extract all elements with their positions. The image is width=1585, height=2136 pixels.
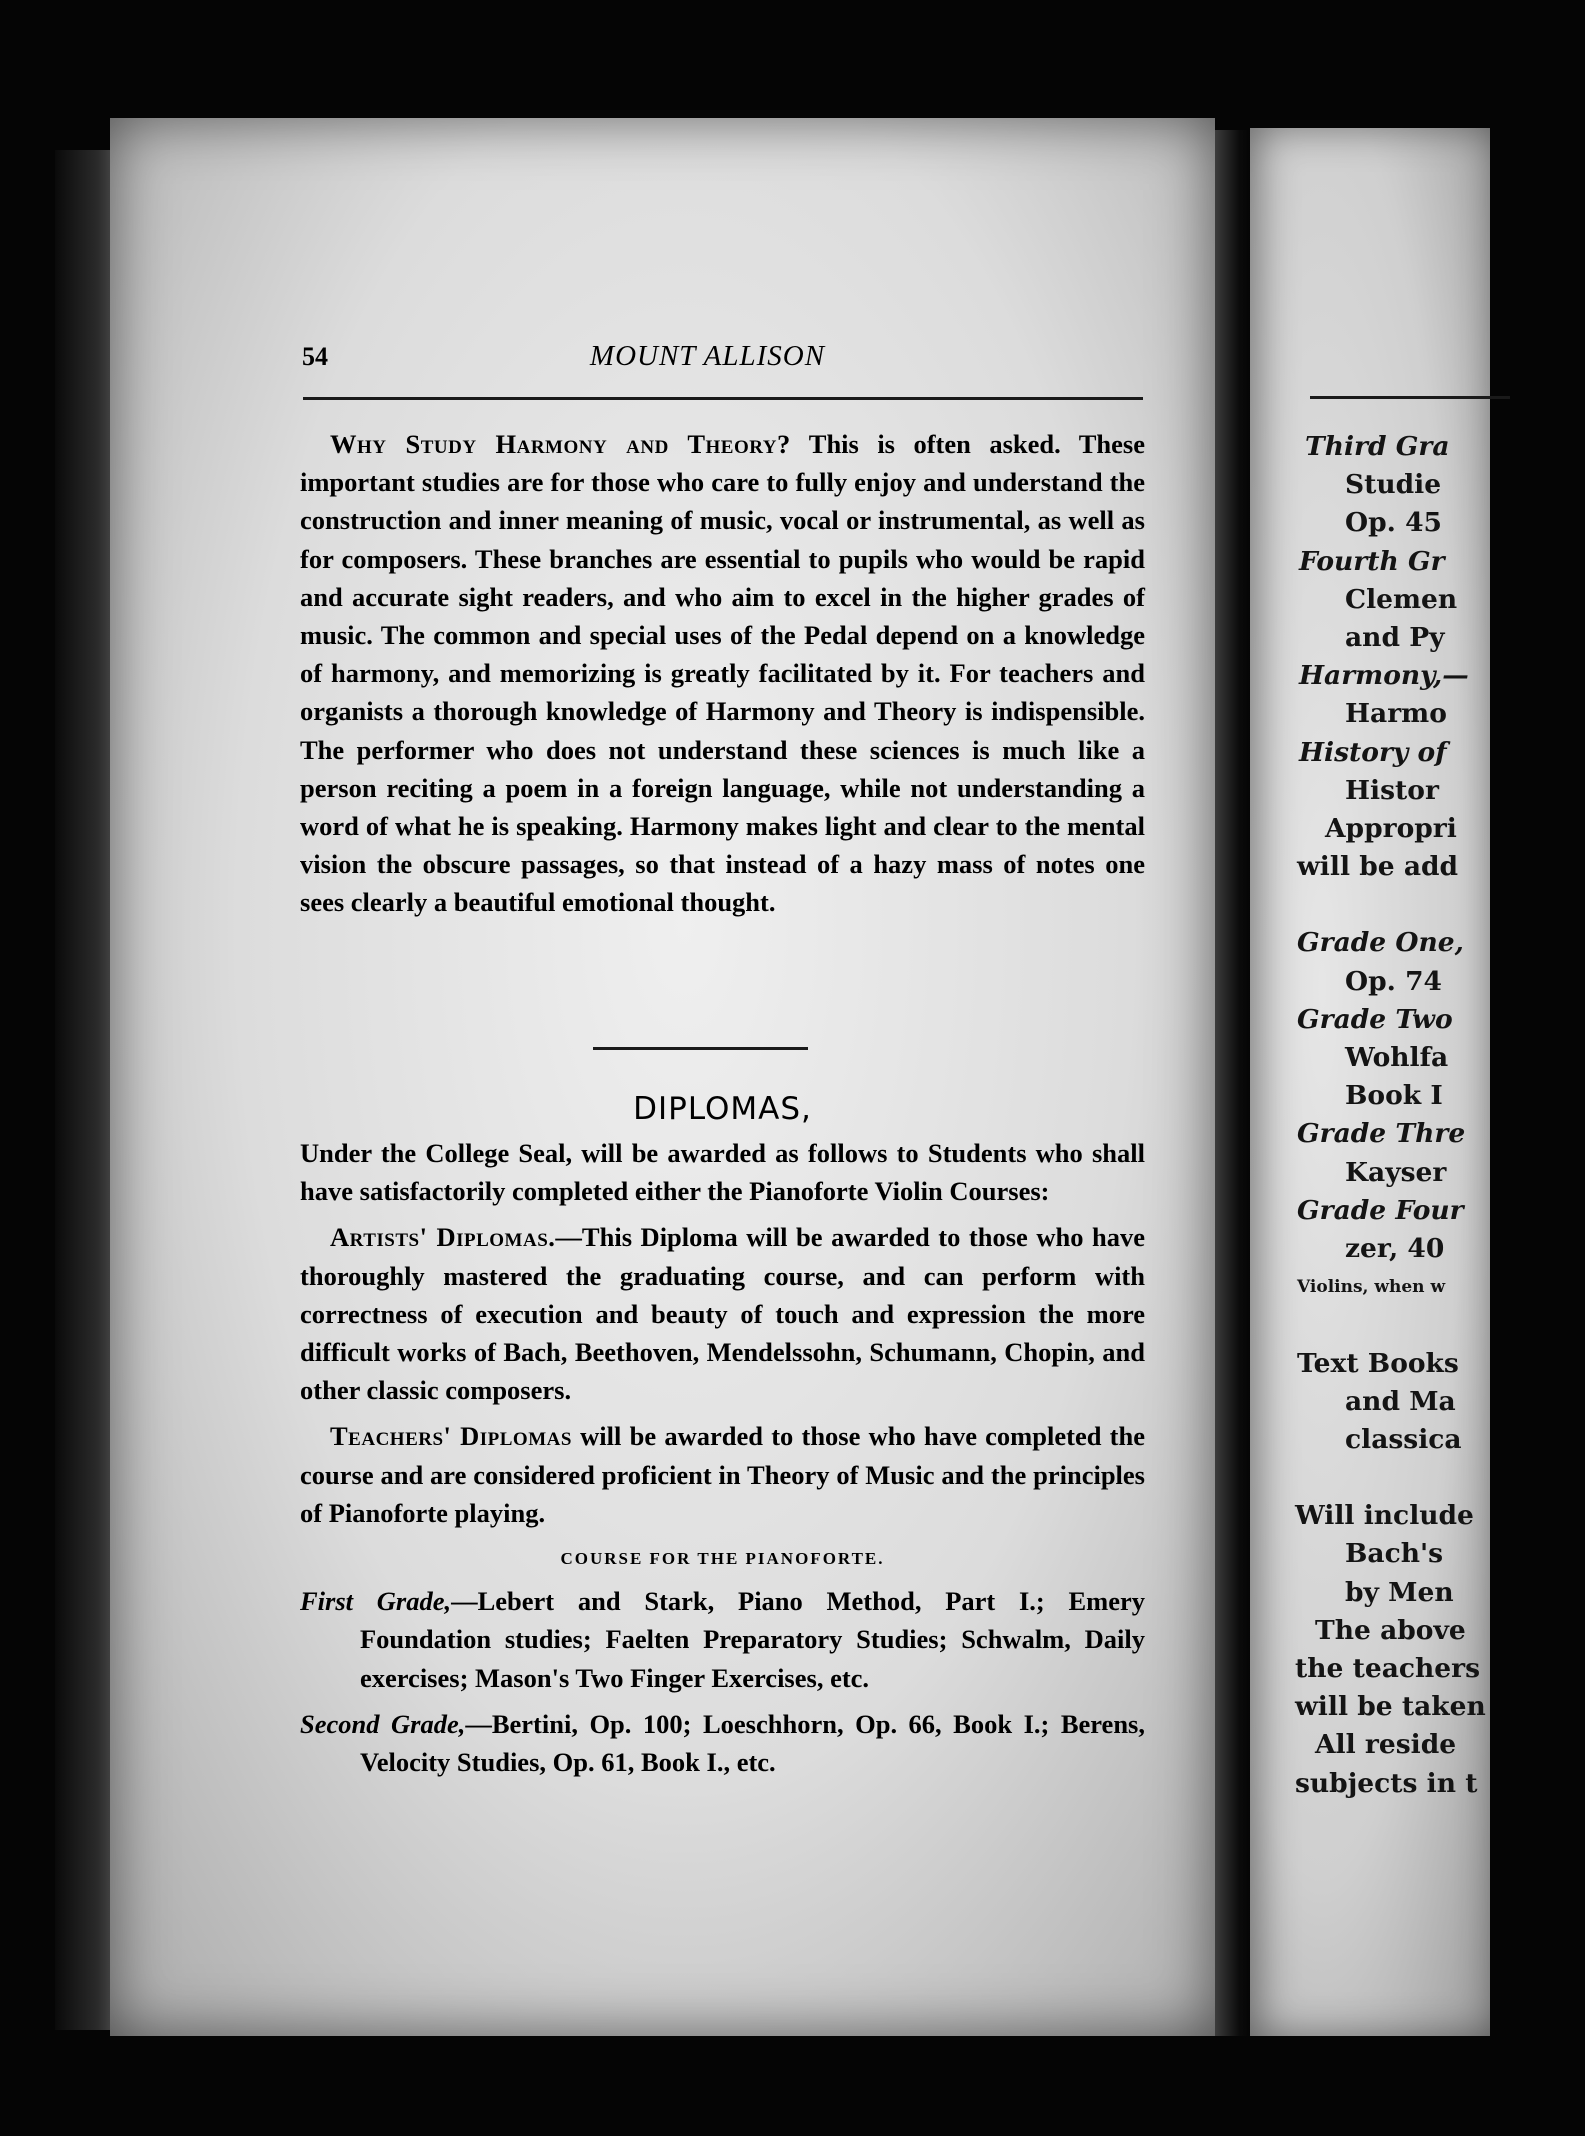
grade-name: Second Grade, (300, 1708, 466, 1739)
facing-line: Grade One, (1297, 927, 1464, 959)
facing-line (1285, 1459, 1585, 1497)
facing-line: Op. 45 (1345, 507, 1442, 539)
facing-line: the teachers (1295, 1653, 1481, 1684)
facing-line (1285, 886, 1585, 924)
facing-line: will be add (1297, 851, 1459, 883)
grade-text: —Lebert and Stark, Piano Method, Part I.; Emery Foundation studies; Faelten Preparatory Studies; Schwalm, Daily exercises; Mason's Two Finger Exercises, etc. (360, 1586, 1145, 1693)
paragraph-lead: Why Study Harmony and Theory? (330, 429, 791, 459)
teachers-diplomas-text: will be awarded to those who have completed the course and are considered proficient in Theory of Music and the principles of Pianoforte playing. (300, 1421, 1145, 1528)
facing-line: Grade Four (1297, 1194, 1464, 1226)
facing-header-rule (1310, 396, 1510, 399)
facing-line: Book I (1345, 1080, 1443, 1112)
grade-entry-second (300, 1705, 1145, 1781)
teachers-diplomas-paragraph (300, 1417, 1145, 1532)
facing-line: Studie (1345, 469, 1442, 501)
facing-line: Grade Thre (1297, 1118, 1466, 1150)
facing-line: subjects in t (1295, 1767, 1478, 1799)
facing-line: will be taken (1295, 1691, 1486, 1723)
facing-line: The above (1315, 1614, 1466, 1646)
facing-line: zer, 40 (1345, 1232, 1445, 1264)
facing-line: Text Books (1297, 1347, 1459, 1379)
harmony-theory-paragraph (300, 425, 1145, 922)
facing-line: Third Gra (1305, 431, 1450, 462)
facing-line: Will include (1295, 1500, 1474, 1532)
running-head: MOUNT ALLISON (589, 340, 826, 372)
diplomas-intro: Under the College Seal, will be awarded as follows to Students who shall have satisfactorily completed either the Pianoforte Violin Courses: (300, 1138, 1145, 1207)
grade-text: —Bertini, Op. 100; Loeschhorn, Op. 66, Book I.; Berens, Velocity Studies, Op. 61, Book I., etc. (360, 1708, 1145, 1778)
facing-line: by Men (1345, 1576, 1454, 1608)
facing-line: Histor (1345, 774, 1439, 806)
paragraph-text: This is often asked. These important studies are for those who care to fully enjoy and understand the construction and inner meaning of music, vocal or instrumental, as well as for composers. These branches are essential to pupils who would be rapid and accurate sight readers, and who aim to excel in the higher grades of music. The common and special uses of the Pedal depend on a knowledge of harmony, and memorizing is greatly facilitated by it. For teachers and organists a thorough knowledge of Harmony and Theory is indispensible. The performer who does not understand these sciences is much like a person reciting a poem in a foreign language, while not understanding a word of what he is speaking. Harmony makes light and clear to the mental vision the obscure passages, so that instead of a hazy mass of notes one sees clearly a beautiful emotional thought. (300, 429, 1145, 918)
artists-diplomas-paragraph (300, 1218, 1145, 1409)
facing-line: Violins, when w (1297, 1277, 1446, 1298)
facing-line: Bach's (1345, 1538, 1444, 1570)
facing-line: classica (1345, 1423, 1462, 1455)
facing-page-text (1285, 428, 1585, 1803)
facing-line: Harmony,— (1299, 660, 1469, 692)
facing-line: Grade Two (1297, 1003, 1453, 1035)
section-title-diplomas: DIPLOMAS, (633, 1091, 812, 1127)
facing-page (1250, 128, 1490, 2036)
facing-line: All reside (1315, 1729, 1457, 1761)
facing-line (1285, 1306, 1585, 1344)
diplomas-section (300, 1134, 1145, 1789)
facing-line: Clemen (1345, 583, 1458, 615)
facing-line: and Ma (1345, 1385, 1456, 1417)
artists-diplomas-lead: Artists' Diplomas. (330, 1222, 556, 1253)
facing-line: Kayser (1345, 1156, 1447, 1188)
grade-name: First Grade, (300, 1586, 452, 1617)
grade-entry-first (300, 1582, 1145, 1697)
page-header (190, 338, 1145, 378)
artists-diplomas-text: —This Diploma will be awarded to those who have thoroughly mastered the graduating course, and can perform with correctness of execution and beauty of touch and expression the more difficult works of Bach, Beethoven, Mendelssohn, Schumann, Chopin, and other classic composers. (300, 1222, 1145, 1406)
facing-line: Wohlfa (1345, 1042, 1449, 1073)
facing-line: Appropri (1325, 812, 1457, 844)
section-divider (593, 1047, 808, 1050)
facing-line: Harmo (1345, 698, 1447, 730)
header-rule (303, 397, 1143, 400)
course-title: COURSE FOR THE PIANOFORTE. (560, 1549, 885, 1569)
facing-line: History of (1299, 736, 1447, 768)
teachers-diplomas-lead: Teachers' Diplomas (330, 1421, 572, 1452)
page-gutter (1215, 130, 1250, 2036)
page-number: 54 (302, 342, 328, 371)
facing-line: and Py (1345, 621, 1445, 653)
facing-line: Op. 74 (1345, 965, 1442, 997)
facing-line: Fourth Gr (1299, 545, 1445, 577)
